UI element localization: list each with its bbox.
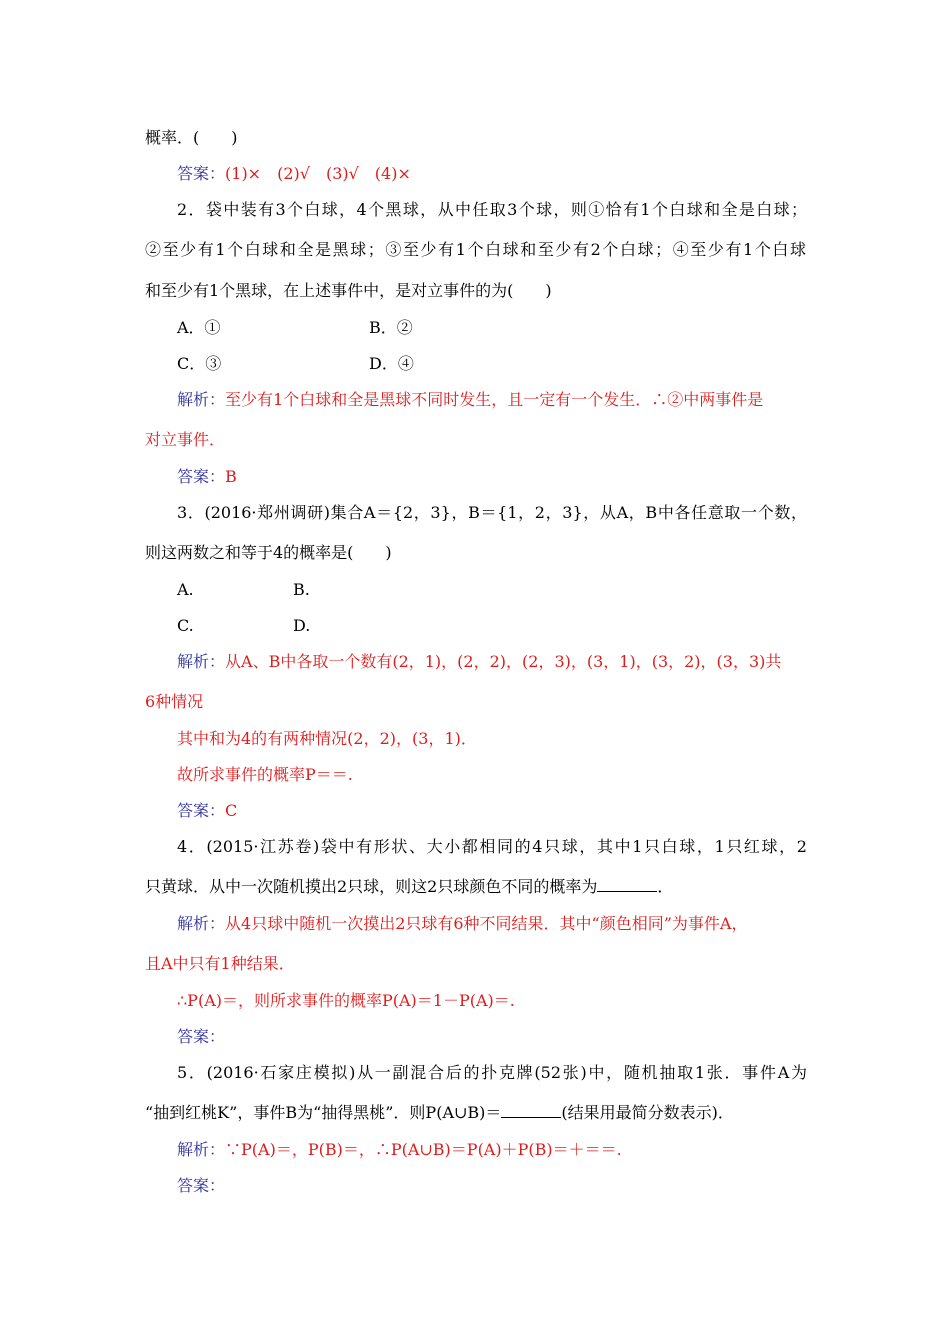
solution-line (177, 913, 807, 935)
solution-text: ∵P(A)＝，P(B)＝，∴P(A∪B)＝P(A)＋P(B)＝＋＝＝. (225, 1140, 622, 1159)
question-3-line: 3．(2016·郑州调研)集合A＝{2，3}，B＝{1，2，3}，从A，B中各任意取一个数， (177, 503, 807, 522)
solution-label: 解析： (177, 1140, 226, 1159)
question-4-text: ． (657, 877, 674, 896)
question-5-text: (结果用最简分数表示)． (561, 1103, 734, 1122)
question-2-line: 和至少有1个黑球，在上述事件中，是对立事件的为( ) (145, 281, 552, 300)
option-c: C．③ (177, 354, 222, 373)
solution-line: 6种情况 (145, 692, 204, 711)
solution-label: 解析： (177, 914, 226, 933)
answer-label: 答案： (177, 1176, 226, 1195)
solution-line: 故所求事件的概率P＝＝. (177, 765, 353, 784)
answer-text: C (225, 801, 238, 820)
answer-label: 答案： (177, 1027, 226, 1046)
question-2-line: 2．袋中装有3个白球，4个黑球，从中任取3个球，则①恰有1个白球和全是白球； (177, 200, 807, 219)
option-d: D．④ (369, 354, 414, 373)
solution-line (177, 651, 807, 673)
answer-blank (597, 877, 657, 892)
solution-line (177, 1139, 622, 1161)
solution-line: 对立事件． (145, 430, 226, 449)
question-4-text: 只黄球．从中一次随机摸出2只球，则这2只球颜色不同的概率为 (145, 877, 598, 896)
option-a: A. (177, 580, 194, 599)
option-c: C. (177, 616, 194, 635)
answer-line (177, 800, 237, 822)
solution-text: 至少有1个白球和全是黑球不同时发生，且一定有一个发生．∴②中两事件是 (225, 390, 764, 409)
answer-line (177, 466, 237, 488)
solution-text: 从A、B中各取一个数有(2，1)，(2，2)，(2，3)，(3，1)，(3，2)，(3，3)共 (225, 652, 782, 671)
option-d: D. (293, 616, 311, 635)
answer-blank (501, 1103, 561, 1118)
question-5-text: “抽到红桃K”，事件B为“抽得黑桃”．则P(A∪B)＝ (145, 1103, 502, 1122)
question-5-line (145, 1102, 734, 1124)
question-2-line: ②至少有1个白球和全是黑球；③至少有1个白球和至少有2个白球；④至少有1个白球 (145, 240, 806, 259)
option-b: B．② (369, 318, 413, 337)
answer-label: 答案： (177, 801, 226, 820)
question-4-line (145, 876, 673, 898)
solution-line: 且A中只有1种结果． (145, 954, 295, 973)
answer-label: 答案： (177, 164, 226, 183)
answer-label: 答案： (177, 467, 226, 486)
question-5-line: 5．(2016·石家庄模拟)从一副混合后的扑克牌(52张)中，随机抽取1张．事件A为 (177, 1063, 807, 1082)
answer-line (177, 163, 411, 185)
solution-line (177, 389, 807, 411)
option-b: B. (293, 580, 310, 599)
solution-line: ∴P(A)＝，则所求事件的概率P(A)＝1－P(A)＝. (177, 991, 515, 1010)
option-a: A．① (177, 318, 221, 337)
solution-line: 其中和为4的有两种情况(2，2)，(3，1)． (177, 729, 477, 748)
question-3-line: 则这两数之和等于4的概率是( ) (145, 543, 392, 562)
solution-text: 从4只球中随机一次摸出2只球有6种不同结果．其中“颜色相同”为事件A， (225, 914, 748, 933)
solution-label: 解析： (177, 390, 226, 409)
answer-text: B (225, 467, 237, 486)
solution-label: 解析： (177, 652, 226, 671)
text-line: 概率．( ) (145, 128, 238, 147)
question-4-line: 4．(2015·江苏卷)袋中有形状、大小都相同的4只球，其中1只白球，1只红球，2 (177, 837, 807, 856)
answer-text: (1)× (2)√ (3)√ (4)× (225, 164, 411, 183)
